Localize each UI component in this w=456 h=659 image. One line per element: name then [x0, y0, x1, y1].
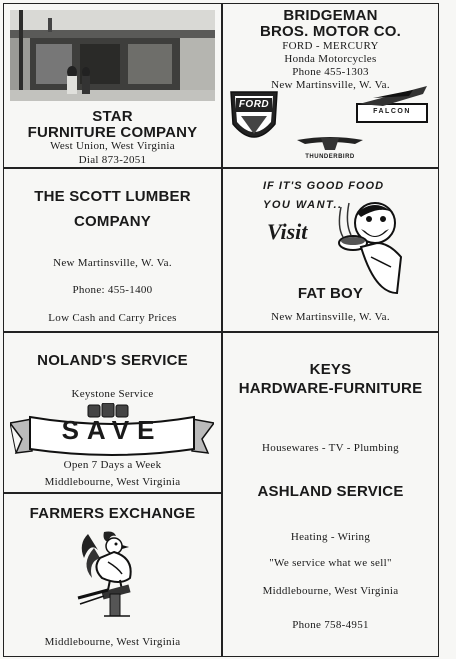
scott-name-line1: THE SCOTT LUMBER [34, 188, 191, 205]
fatboy-visit-script: Visit [267, 219, 308, 244]
ashland-slogan: "We service what we sell" [269, 557, 392, 569]
farmers-name: FARMERS EXCHANGE [29, 505, 196, 522]
scott-name-line2: COMPANY [74, 213, 151, 230]
fatboy-tagline-line1: IF IT'S GOOD FOOD [263, 180, 385, 192]
ad-fat-boy [223, 169, 438, 331]
scott-slogan: Low Cash and Carry Prices [48, 312, 177, 324]
bridgeman-name-line1: BRIDGEMAN [283, 7, 378, 24]
noland-location: Middlebourne, West Virginia [44, 476, 181, 488]
noland-brand: Keystone Service [71, 388, 154, 400]
bridgeman-phone: Phone 455-1303 [292, 66, 369, 78]
star-name-line1: STAR [92, 108, 133, 125]
star-name-line2: FURNITURE COMPANY [27, 124, 198, 141]
ashland-location: Middlebourne, West Virginia [262, 585, 399, 597]
fatboy-name: FAT BOY [297, 285, 364, 302]
bridgeman-line-honda: Honda Motorcycles [284, 53, 377, 65]
ashland-services: Heating - Wiring [290, 531, 371, 543]
falcon-logo-text: FALCON [373, 108, 411, 115]
ford-crest-logo [227, 88, 281, 152]
ad-bridgeman-motor [223, 4, 438, 167]
bridgeman-name-line2: BROS. MOTOR CO. [259, 23, 402, 40]
keys-products: Housewares - TV - Plumbing [262, 442, 399, 454]
scott-location: New Martinsville, W. Va. [53, 257, 172, 269]
ad-farmers-exchange [4, 494, 221, 656]
star-phone: Dial 873-2051 [78, 154, 147, 166]
ad-scott-lumber [4, 169, 221, 331]
scott-phone: Phone: 455-1400 [72, 284, 153, 296]
farmers-location: Middlebourne, West Virginia [44, 636, 181, 648]
fatboy-mascot-illustration [331, 197, 403, 297]
ashland-phone: Phone 758-4951 [292, 619, 369, 631]
ashland-name: ASHLAND SERVICE [257, 483, 404, 500]
noland-name: NOLAND'S SERVICE [37, 352, 188, 369]
bridgeman-line-ford: FORD - MERCURY [282, 40, 379, 52]
rooster-illustration [74, 528, 154, 620]
thunderbird-emblem-logo [295, 134, 365, 154]
ad-nolands-service [4, 333, 221, 492]
noland-hours: Open 7 Days a Week [63, 459, 162, 471]
fatboy-location: New Martinsville, W. Va. [271, 311, 390, 323]
storefront-photo [10, 10, 215, 101]
page-frame [3, 3, 439, 657]
keys-name-line2: HARDWARE-FURNITURE [238, 380, 423, 397]
save-banner-text: SAVE [61, 415, 163, 445]
falcon-emblem-logo [353, 84, 433, 128]
ad-star-furniture [4, 4, 221, 167]
star-location: West Union, West Virginia [50, 140, 175, 152]
ad-keys-ashland [223, 333, 438, 656]
fatboy-tagline-line2: YOU WANT.. [263, 199, 343, 211]
bridgeman-location: New Martinsville, W. Va. [271, 79, 390, 91]
thunderbird-logo-text: THUNDERBIRD [305, 154, 355, 160]
ford-logo-text: FORD [238, 99, 270, 110]
keys-name-line1: KEYS [309, 361, 352, 378]
